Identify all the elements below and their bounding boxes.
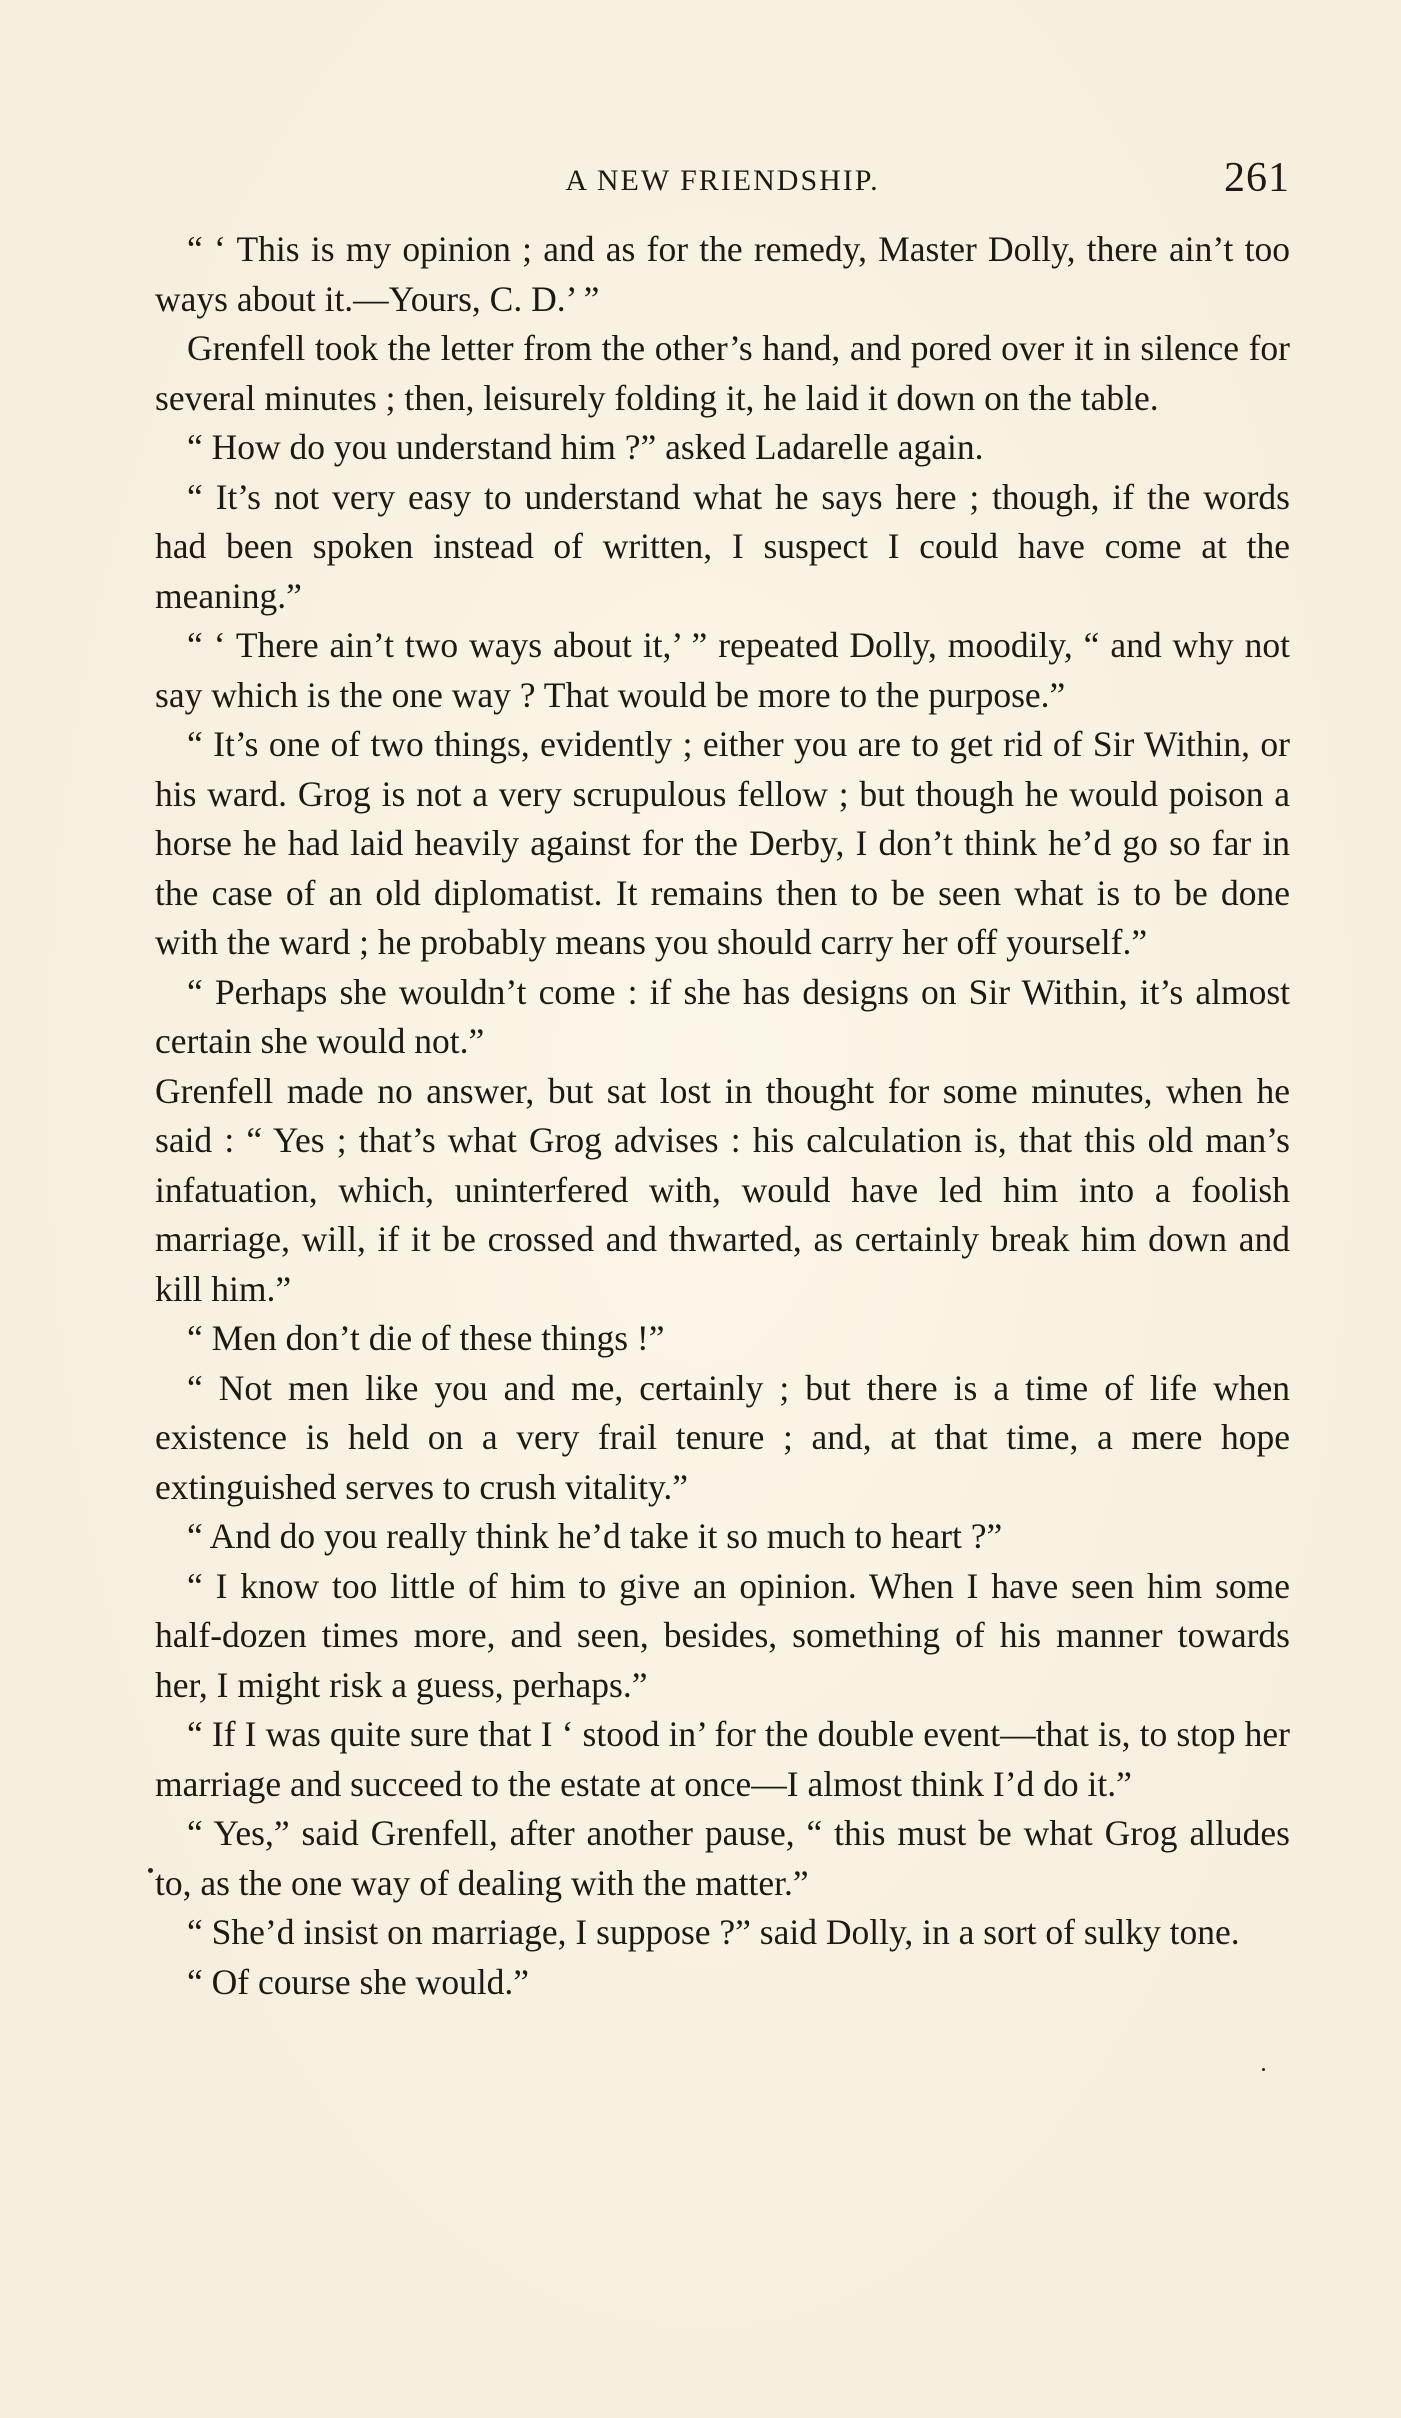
paragraph: “ Perhaps she wouldn’t come : if she has designs on Sir Within, it’s almost certain she would not.” <box>155 971 1290 1061</box>
ink-speck <box>148 1868 153 1873</box>
page-number: 261 <box>1224 155 1290 201</box>
paragraph: “ Not men like you and me, certainly ; but there is a time of life when existence is held on a very frail tenure ; and, at that time, a mere hope extinguished serves to crush vitality.” <box>155 1367 1290 1507</box>
paragraph: “ It’s one of two things, evidently ; either you are to get rid of Sir Within, or his ward. Grog is not a very scrupulous fellow ; but though he would poison a horse he had laid heavily against for the Derby, I don’t think he’d go so far in the case of an old diplomatist. It remains then to be seen what is to be done with the ward ; he probably means you should carry her off yourself.” <box>155 724 1290 962</box>
paragraph: “ And do you really think he’d take it so much to heart ?” <box>187 1516 1003 1556</box>
paragraph: “ Yes,” said Grenfell, after another pause, “ this must be what Grog alludes to, as the one way of dealing with the matter.” <box>155 1813 1290 1903</box>
paragraph: “ I know too little of him to give an opinion. When I have seen him some half-dozen times more, and seen, besides, something of his manner towards her, I might risk a guess, perhaps.” <box>155 1565 1290 1705</box>
paragraph: “ ‘ This is my opinion ; and as for the remedy, Master Dolly, there ain’t too ways about it.—Yours, C. D.’ ” <box>155 229 1290 319</box>
paragraph: “ How do you understand him ?” asked Ladarelle again. <box>187 427 984 467</box>
running-head <box>155 150 1290 200</box>
paragraph: Grenfell made no answer, but sat lost in thought for some minutes, when he said : “ Yes ; that’s what Grog advises : his calculation is, that this old man’s infatuation, which, uninterfered with, would have led him into a foolish marriage, will, if it be crossed and thwarted, as certainly break him down and kill him.” <box>155 1070 1290 1309</box>
paragraph: “ Men don’t die of these things !” <box>187 1318 665 1358</box>
running-title: A NEW FRIENDSHIP. <box>565 164 880 197</box>
paragraph: “ If I was quite sure that I ‘ stood in’ for the double event—that is, to stop her marriage and succeed to the estate at once—I almost think I’d do it.” <box>155 1714 1290 1804</box>
paragraph: “ It’s not very easy to understand what he says here ; though, if the words had been spoken instead of written, I suspect I could have come at the meaning.” <box>155 476 1290 616</box>
ink-speck <box>1262 2068 1265 2071</box>
paragraph: “ Of course she would.” <box>187 1961 530 2002</box>
body-text <box>155 225 1290 2007</box>
paragraph: “ ‘ There ain’t two ways about it,’ ” repeated Dolly, moodily, “ and why not say which is the one way ? That would be more to the purpose.” <box>155 625 1290 715</box>
paragraph: Grenfell took the letter from the other’s hand, and pored over it in silence for several minutes ; then, leisurely folding it, he laid it down on the table. <box>155 328 1290 418</box>
paragraph: “ She’d insist on marriage, I suppose ?” said Dolly, in a sort of sulky tone. <box>187 1912 1240 1952</box>
